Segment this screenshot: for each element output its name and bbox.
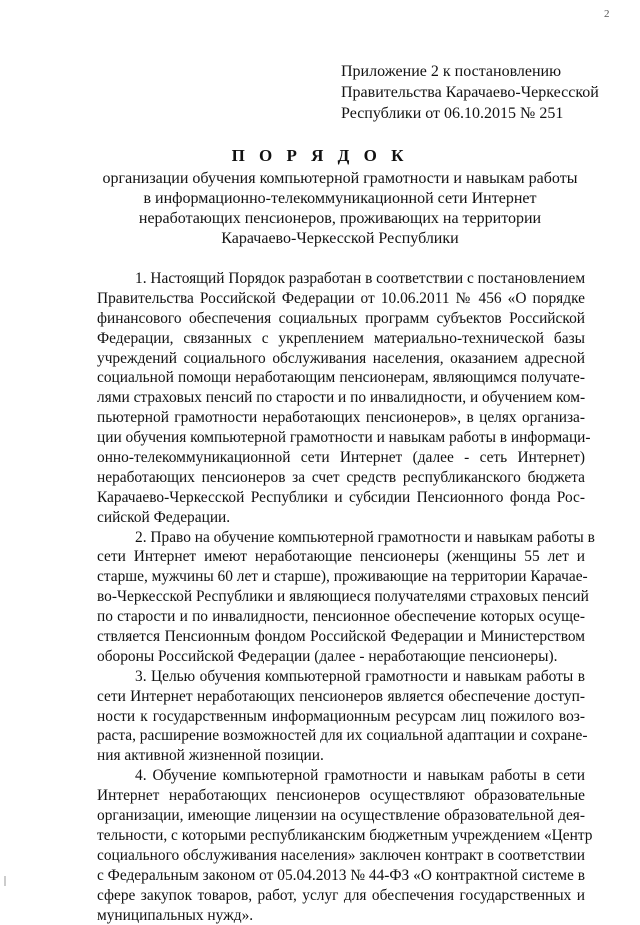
paragraph-line: ния активной жизненной позиции. [97, 746, 585, 766]
paragraph-2 [97, 528, 585, 667]
paragraph-line: ности к государственным информационным ресурсам лиц пожилого воз- [97, 707, 585, 727]
paragraph-line: во-Черкесской Республики и являющиеся получателями страховых пенсий [97, 587, 585, 607]
paragraph-line: социальной помощи неработающим пенсионерам, являющимся получате- [97, 368, 585, 388]
appendix-reference [341, 61, 631, 124]
paragraph-3 [97, 667, 585, 766]
page-mark: 2 [604, 8, 610, 20]
paragraph-line: 3. Целью обучения компьютерной грамотности и навыкам работы в [97, 667, 585, 687]
paragraph-line: ции обучения компьютерной грамотности и навыкам работы в информаци- [97, 428, 585, 448]
paragraph-line: учреждений социального обслуживания населения, оказанием адресной [97, 349, 585, 369]
subtitle-line: неработающих пенсионеров, проживающих на территории [40, 209, 640, 229]
document-subtitle [40, 169, 640, 249]
paragraph-line: Карачаево-Черкесской Республики и субсидии Пенсионного фонда Рос- [97, 488, 585, 508]
scan-edge-mark [4, 876, 6, 886]
paragraph-line: Правительства Российской Федерации от 10.06.2011 № 456 «О порядке [97, 289, 585, 309]
paragraph-line: Федерации, связанных с укреплением материально-технической базы [97, 329, 585, 349]
subtitle-line: организации обучения компьютерной грамотности и навыкам работы [40, 169, 640, 189]
paragraph-line: Интернет неработающих пенсионеров осуществляют образовательные [97, 786, 585, 806]
appendix-line: Республики от 06.10.2015 № 251 [341, 103, 631, 124]
paragraph-line: по старости и по инвалидности, пенсионное обеспечение которых осуще- [97, 607, 585, 627]
paragraph-line: обороны Российской Федерации (далее - неработающие пенсионеры). [97, 647, 585, 667]
paragraph-line: сфере закупок товаров, работ, услуг для обеспечения государственных и [97, 886, 585, 906]
paragraph-line: сети Интернет имеют неработающие пенсионеры (женщины 55 лет и [97, 547, 585, 567]
appendix-line: Приложение 2 к постановлению [341, 61, 631, 82]
document-title: П О Р Я Д О К [0, 146, 640, 166]
document-body [97, 269, 585, 925]
paragraph-line: 2. Право на обучение компьютерной грамотности и навыкам работы в [97, 528, 585, 548]
paragraph-line: с Федеральным законом от 05.04.2013 № 44-ФЗ «О контрактной системе в [97, 866, 585, 886]
paragraph-line: пьютерной грамотности неработающих пенсионеров», в целях организа- [97, 408, 585, 428]
paragraph-line: неработающих пенсионеров за счет средств республиканского бюджета [97, 468, 585, 488]
paragraph-line: ствляется Пенсионным фондом Российской Федерации и Министерством [97, 627, 585, 647]
paragraph-line: муниципальных нужд». [97, 906, 585, 925]
paragraph-line: организации, имеющие лицензии на осуществление образовательной дея- [97, 806, 585, 826]
paragraph-line: онно-телекоммуникационной сети Интернет (далее - сеть Интернет) [97, 448, 585, 468]
paragraph-1 [97, 269, 585, 528]
paragraph-line: тельности, с которыми республиканским бюджетным учреждением «Центр [97, 826, 585, 846]
paragraph-line: сети Интернет неработающих пенсионеров является обеспечение доступ- [97, 687, 585, 707]
paragraph-line: социального обслуживания населения» заключен контракт в соответствии [97, 846, 585, 866]
paragraph-line: раста, расширение возможностей для их социальной адаптации и сохране- [97, 726, 585, 746]
subtitle-line: в информационно-телекоммуникационной сети Интернет [40, 189, 640, 209]
paragraph-line: сийской Федерации. [97, 508, 585, 528]
paragraph-line: финансового обеспечения социальных программ субъектов Российской [97, 309, 585, 329]
paragraph-4 [97, 766, 585, 925]
subtitle-line: Карачаево-Черкесской Республики [40, 229, 640, 249]
paragraph-line: лями страховых пенсий по старости и по инвалидности, и обучением ком- [97, 388, 585, 408]
paragraph-line: старше, мужчины 60 лет и старше), проживающие на территории Карачае- [97, 567, 585, 587]
paragraph-line: 1. Настоящий Порядок разработан в соответствии с постановлением [97, 269, 585, 289]
paragraph-line: 4. Обучение компьютерной грамотности и навыкам работы в сети [97, 766, 585, 786]
appendix-line: Правительства Карачаево-Черкесской [341, 82, 631, 103]
